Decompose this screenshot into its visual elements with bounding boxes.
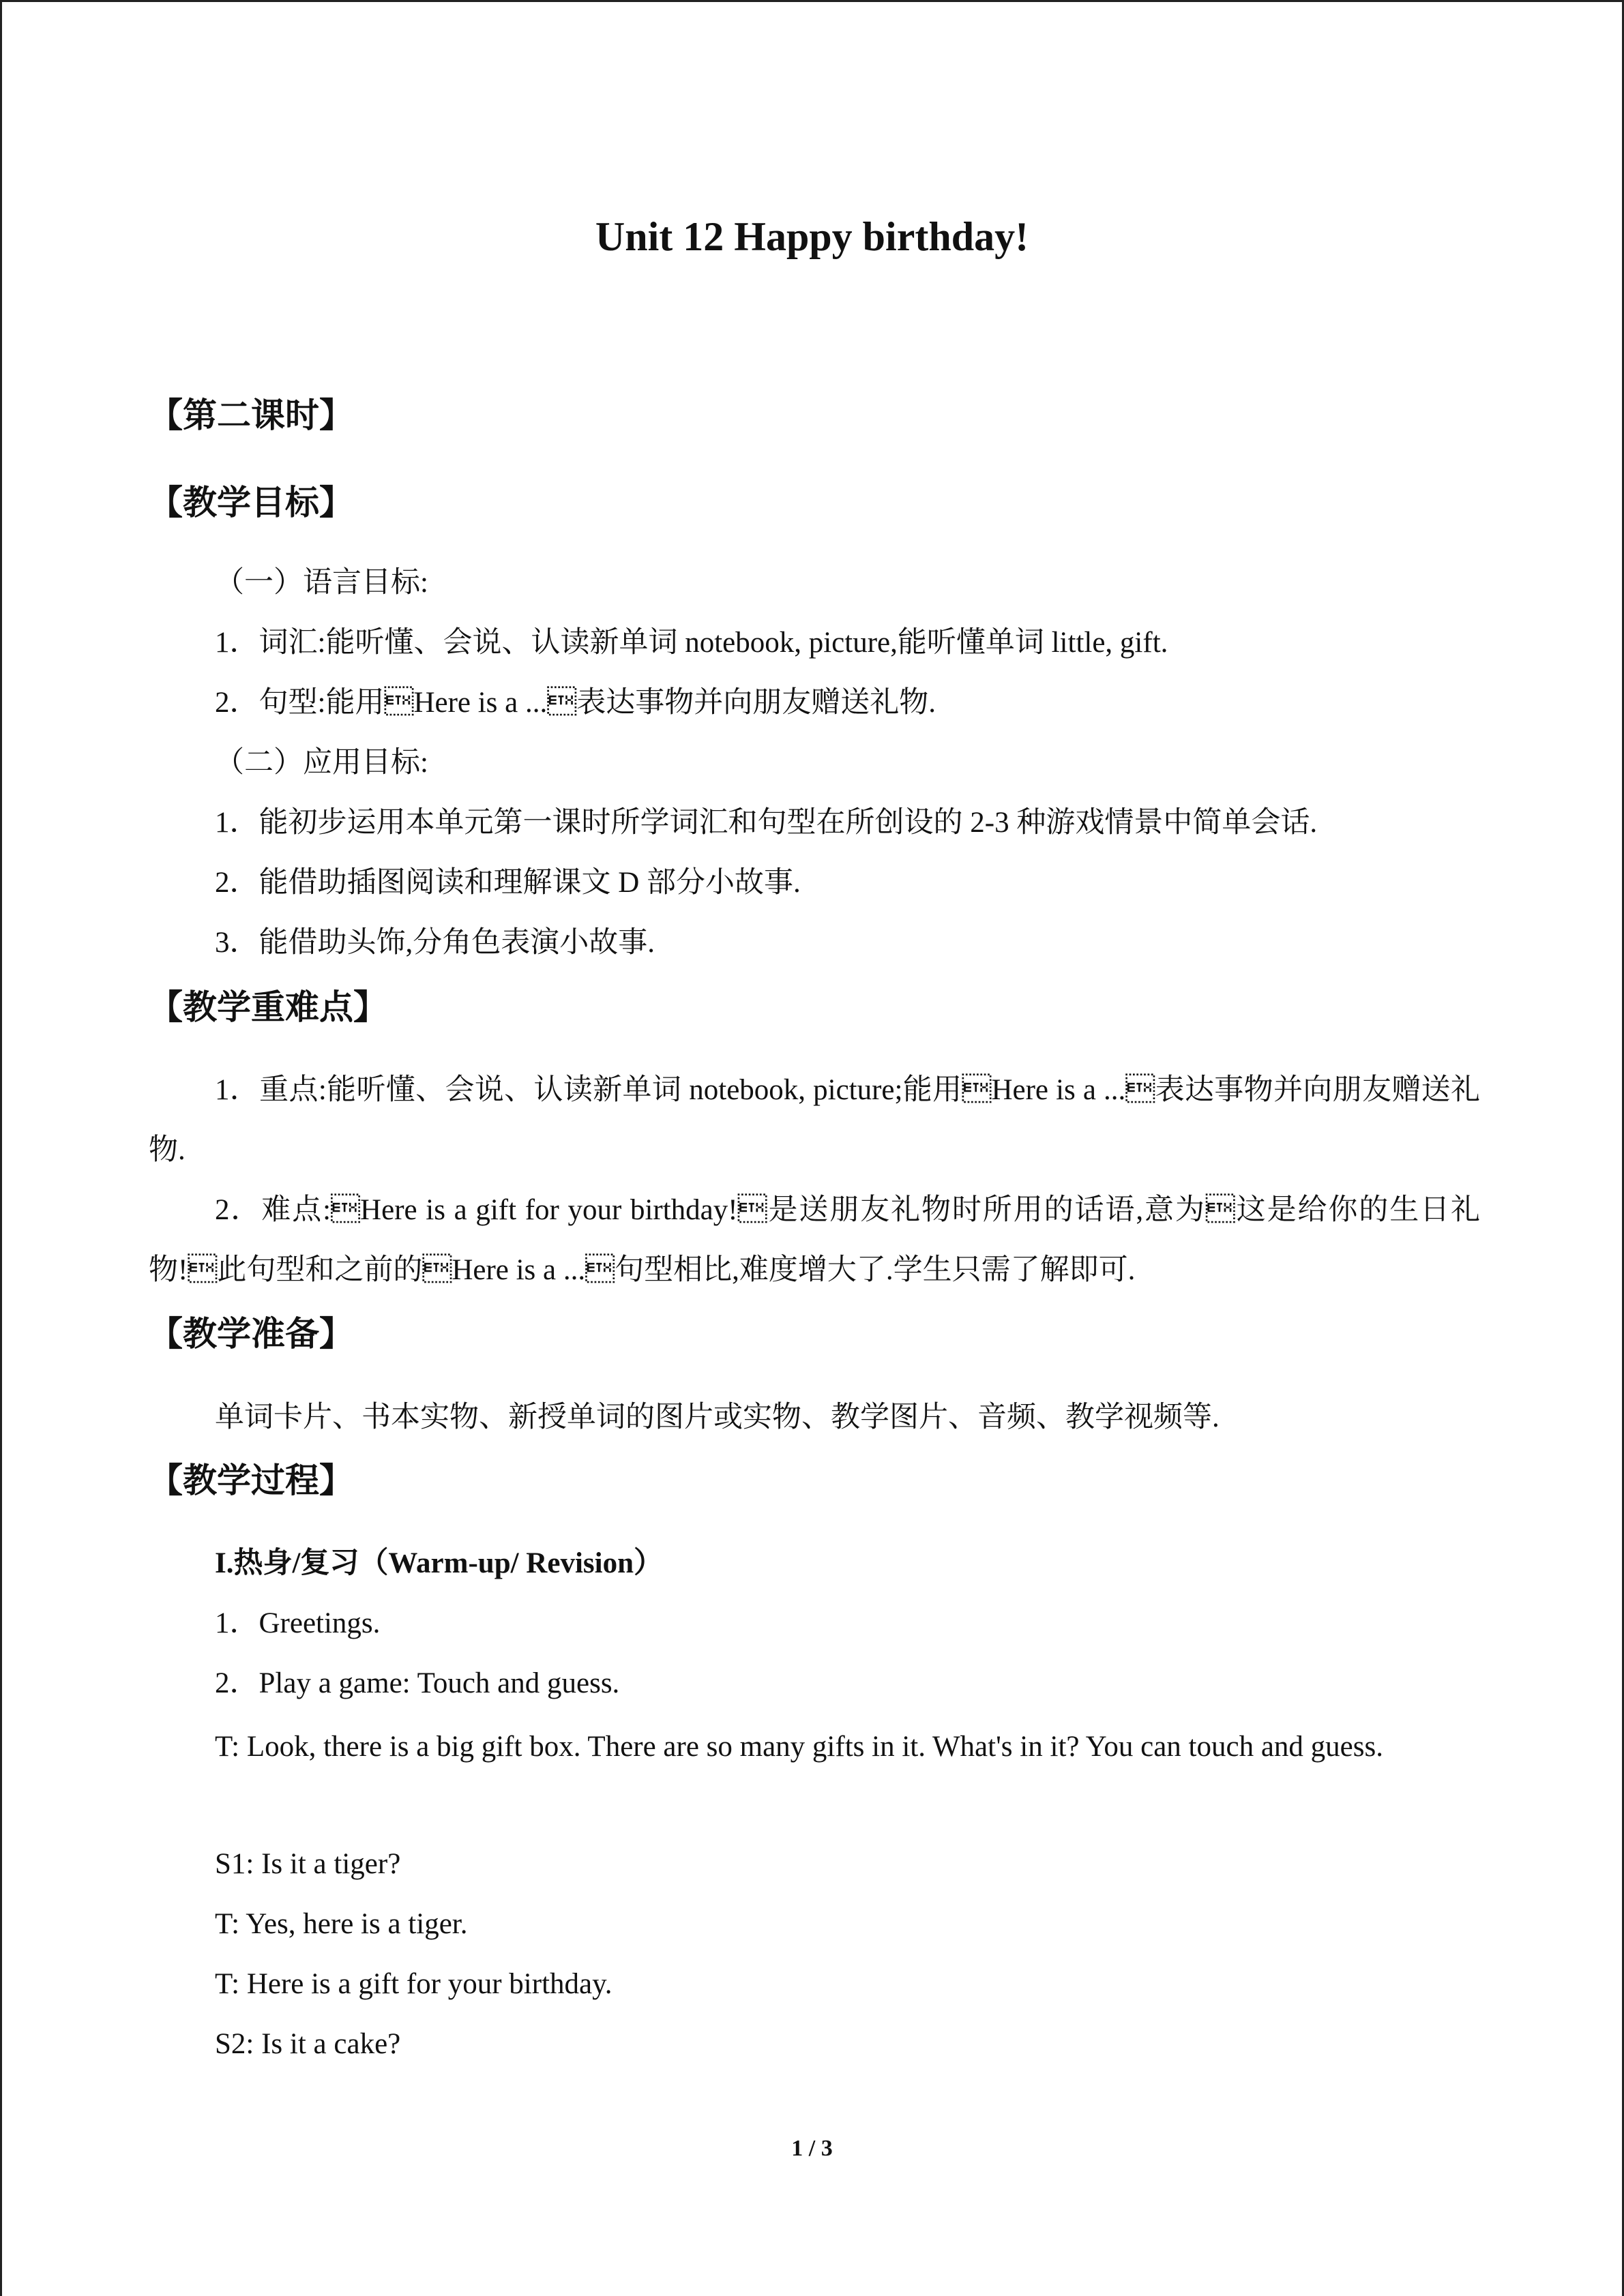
preparation-heading: 【教学准备】 [149, 1314, 353, 1354]
process-heading: 【教学过程】 [149, 1461, 353, 1500]
dialogue-student-1: S1: Is it a tiger? [215, 1848, 401, 1880]
dialogue-student-2: S2: Is it a cake? [215, 2028, 401, 2060]
process-item-1: 1．Greetings. [215, 1607, 381, 1639]
application-objectives-subheading: （二）应用目标: [215, 747, 428, 779]
key-points-heading: 【教学重难点】 [149, 987, 387, 1027]
key-point-1: 1．重点:能听懂、会说、认读新单词 notebook, picture;能用Here is a ...表达事物并向朋友赠送礼物. [149, 1074, 1480, 1166]
key-point-2: 2．难点:Here is a gift for your birthday!是送朋友礼物时所用的话语,意为这是给你的生日礼物!此句型和之前的Here is a ...句型相比,难度增大了.学生只需了解即可. [149, 1194, 1480, 1286]
application-objective-3: 3．能借助头饰,分角色表演小故事. [215, 927, 655, 959]
page-number: 1 / 3 [791, 2136, 833, 2161]
process-item-2: 2．Play a game: Touch and guess. [215, 1667, 620, 1699]
dialogue-teacher-2: T: Yes, here is a tiger. [215, 1908, 468, 1940]
dialogue-teacher-3: T: Here is a gift for your birthday. [215, 1968, 612, 2000]
application-objective-2: 2．能借助插图阅读和理解课文 D 部分小故事. [215, 867, 801, 899]
document-title: Unit 12 Happy birthday! [595, 214, 1029, 259]
warmup-step-heading: I.热身/复习（Warm-up/ Revision） [215, 1547, 663, 1579]
lesson-heading: 【第二课时】 [149, 396, 353, 435]
language-objective-1: 1．词汇:能听懂、会说、认读新单词 notebook, picture,能听懂单词 little, gift. [215, 627, 1168, 659]
language-objectives-subheading: （一）语言目标: [215, 567, 428, 599]
objectives-heading: 【教学目标】 [149, 483, 353, 522]
application-objective-1: 1．能初步运用本单元第一课时所学词汇和句型在所创设的 2-3 种游戏情景中简单会话. [215, 807, 1318, 839]
language-objective-2: 2．句型:能用Here is a ...表达事物并向朋友赠送礼物. [215, 687, 936, 719]
preparation-text: 单词卡片、书本实物、新授单词的图片或实物、教学图片、音频、教学视频等. [215, 1401, 1220, 1433]
dialogue-teacher-1: T: Look, there is a big gift box. There are so many gifts in it. What's in it? You can touch and guess. [215, 1731, 1383, 1763]
